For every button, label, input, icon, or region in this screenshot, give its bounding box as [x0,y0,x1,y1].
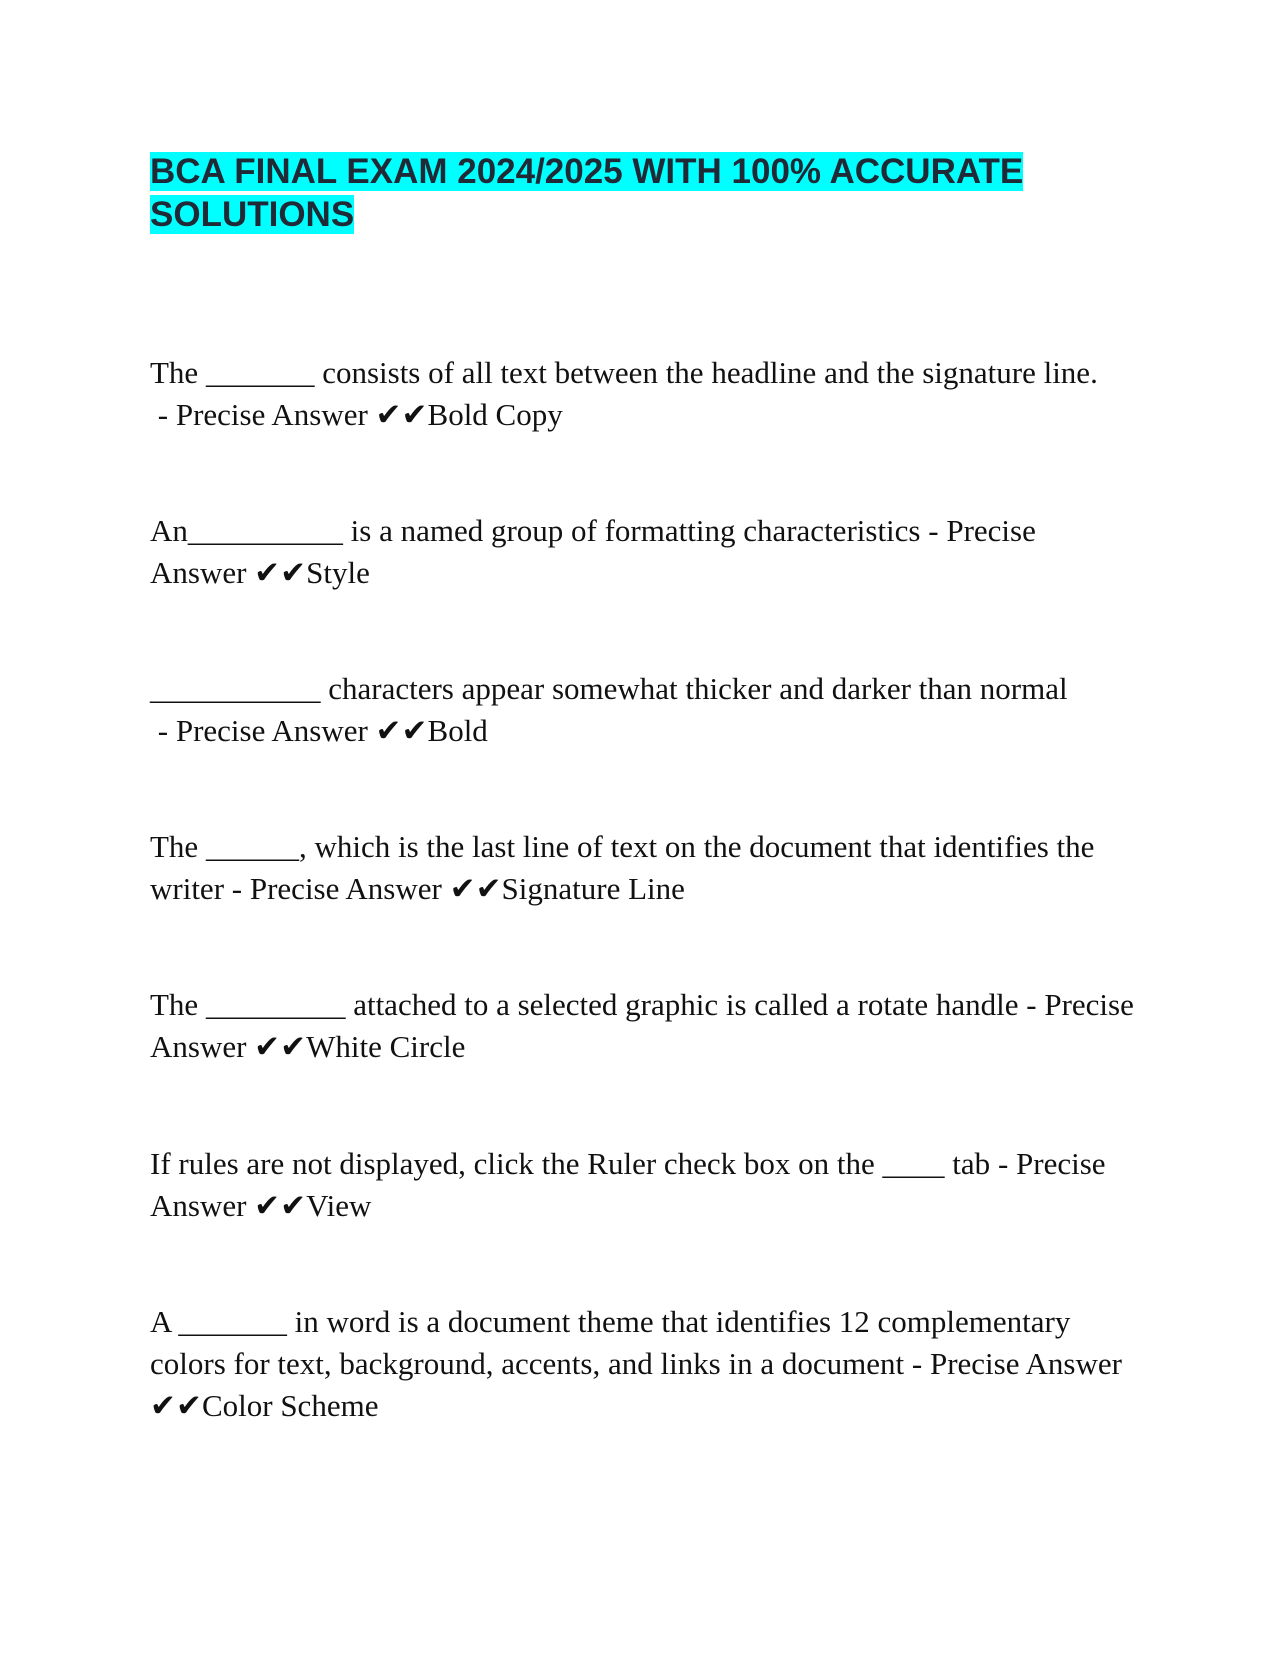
qa-item: The _________ attached to a selected graphic is called a rotate handle - Precise Answer ✔✔White Circle [150,987,1134,1064]
answer-prefix: Precise Answer ✔✔ [150,987,1134,1064]
question-text: An__________ is a named group of formatting characteristics [150,513,921,548]
answer-prefix: Precise Answer ✔✔ [249,871,502,906]
qa-item: ___________ characters appear somewhat thicker and darker than normal - Precise Answer ✔✔Bold [150,671,1068,748]
answer-prefix: Precise Answer ✔✔ [150,1346,1122,1423]
question-text: The _________ attached to a selected graphic is called a rotate handle [150,987,1019,1022]
answer-prefix: Precise Answer ✔✔ [150,513,1036,590]
question-text: The _______ consists of all text between the headline and the signature line. [150,355,1098,390]
question-text: The ______, which is the last line of text on the document that identifies the writer [150,829,1095,906]
qa-item: The _______ consists of all text between the headline and the signature line. - Precise Answer ✔✔Bold Copy [150,355,1098,432]
answer-text: White Circle [306,1029,466,1064]
answer-prefix: Precise Answer ✔✔ [175,713,428,748]
answer-text: Signature Line [501,871,685,906]
question-text: A _______ in word is a document theme that identifies 12 complementary colors for text, background, accents, and links in a document [150,1304,1071,1381]
qa-item: A _______ in word is a document theme that identifies 12 complementary colors for text, background, accents, and links in a document - Precise Answer ✔✔Color Scheme [150,1304,1122,1423]
question-text: ___________ characters appear somewhat thicker and darker than normal [150,671,1068,706]
qa-item: The ______, which is the last line of text on the document that identifies the writer - Precise Answer ✔✔Signature Line [150,829,1095,906]
document-title [150,150,1130,236]
answer-text: Bold Copy [427,397,563,432]
title-highlight: BCA FINAL EXAM 2024/2025 WITH 100% ACCURATE SOLUTIONS [150,152,1024,234]
qa-item: If rules are not displayed, click the Ruler check box on the ____ tab - Precise Answer ✔✔View [150,1146,1106,1223]
answer-prefix: Precise Answer ✔✔ [175,397,428,432]
answer-prefix: Precise Answer ✔✔ [150,1146,1106,1223]
answer-text: View [306,1188,372,1223]
answer-text: Bold [427,713,488,748]
answer-text: Style [306,555,370,590]
question-text: If rules are not displayed, click the Ruler check box on the ____ tab [150,1146,991,1181]
qa-item: An__________ is a named group of formatting characteristics - Precise Answer ✔✔Style [150,513,1036,590]
answer-text: Color Scheme [201,1388,379,1423]
